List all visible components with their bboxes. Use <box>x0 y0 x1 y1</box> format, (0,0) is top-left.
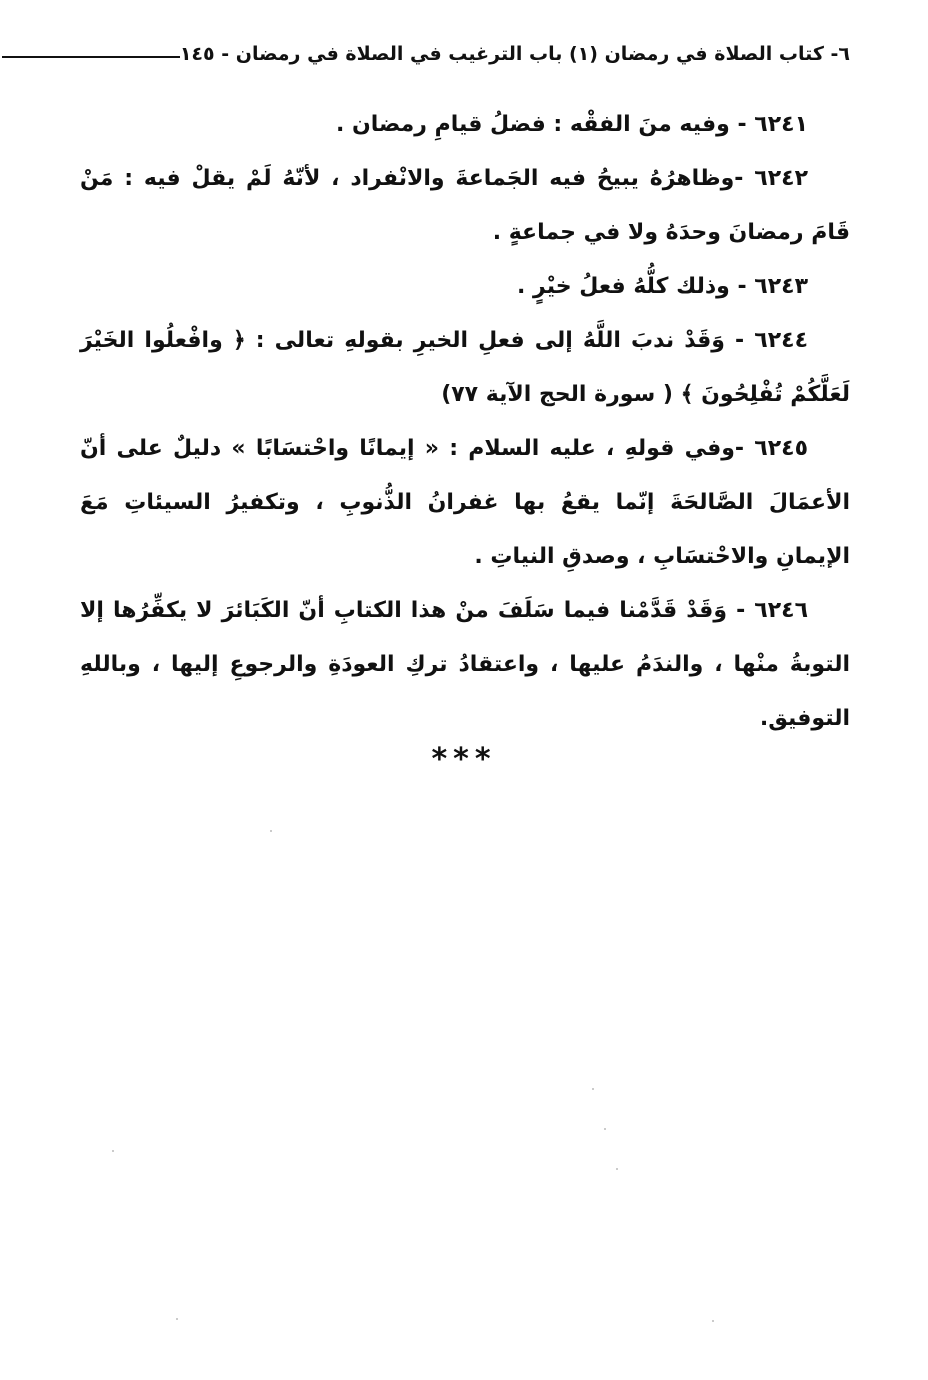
scan-speck <box>112 1150 114 1152</box>
paragraph-text: - وذلك كلُّهُ فعلُ خيْرٍ . <box>517 274 755 299</box>
paragraph-text: -وظاهرُهُ يبيحُ فيه الجَماعةَ والانْفراد ، لأنّهُ لَمْ يقلْ فيه : مَنْ قَامَ رمضانَ وحدَهُ ولا في جماعةٍ . <box>80 166 850 245</box>
scan-speck <box>616 1168 618 1170</box>
paragraph-text: - وَقَدْ قَدَّمْنا فيما سَلَفَ منْ هذا الكتابِ أنّ الكَبَائرَ لا يكفِّرُها إلا التوبةُ منْها ، والندَمُ عليها ، واعتقادُ تركِ العودَةِ والرجوعِ إليها ، وباللهِ التوفيق. <box>80 598 850 731</box>
paragraph-number: ٦٢٤٤ <box>754 328 808 353</box>
section-separator: *** <box>431 742 497 777</box>
running-header <box>80 38 850 70</box>
scan-speck <box>592 1088 594 1090</box>
body-text <box>80 98 850 746</box>
paragraph-6242 <box>80 152 850 260</box>
scan-speck <box>270 830 272 832</box>
paragraph-number: ٦٢٤١ <box>754 112 808 137</box>
paragraph-text: - وفيه منَ الفقْه : فضلُ قيامِ رمضان . <box>335 112 755 137</box>
paragraph-text: -وفي قولهِ ، عليه السلام : « إيمانًا واحْتسَابًا » دليلٌ على أنّ الأعمَالَ الصَّالحَةَ إنّما يقعُ بها غفرانُ الذُّنوبِ ، وتكفيرُ السيئاتِ مَعَ الإيمانِ والاحْتسَابِ ، وصدقِ النياتِ . <box>80 436 850 569</box>
scan-speck <box>176 1318 178 1320</box>
header-title: ٦- كتاب الصلاة في رمضان (١) باب الترغيب في الصلاة في رمضان - ١٤٥ <box>179 43 850 65</box>
paragraph-text: - وَقَدْ ندبَ اللَّهُ إلى فعلِ الخيرِ بقولهِ تعالى : ﴿ وافْعلُوا الخَيْرَ لَعَلَّكُمْ تُفْلِحُونَ ﴾ ( سورة الحج الآية ٧٧) <box>80 328 850 407</box>
paragraph-number: ٦٢٤٦ <box>754 598 808 623</box>
paragraph-number: ٦٢٤٣ <box>754 274 808 299</box>
paragraph-6245 <box>80 422 850 584</box>
paragraph-6244 <box>80 314 850 422</box>
paragraph-number: ٦٢٤٢ <box>754 166 808 191</box>
scan-speck <box>712 1320 714 1322</box>
scan-speck <box>604 1128 606 1130</box>
paragraph-6243 <box>80 260 850 314</box>
paragraph-number: ٦٢٤٥ <box>754 436 808 461</box>
paragraph-6241 <box>80 98 850 152</box>
paragraph-6246 <box>80 584 850 746</box>
header-rule <box>2 56 180 58</box>
